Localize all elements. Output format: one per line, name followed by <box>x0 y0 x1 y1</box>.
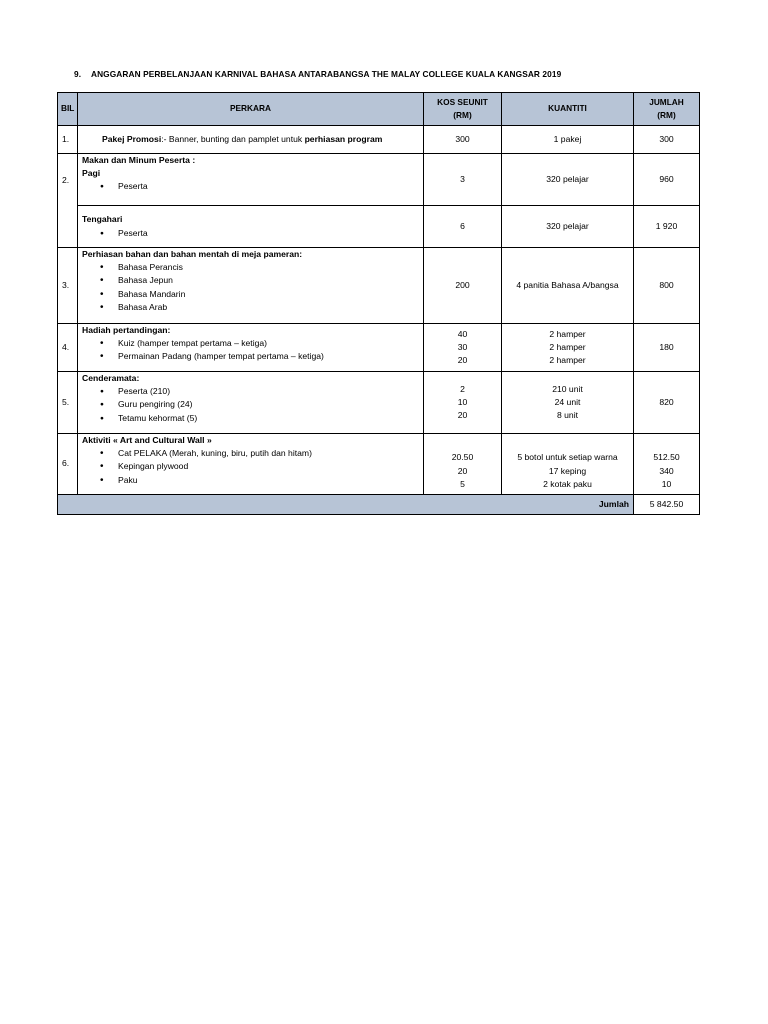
unit-cost: 200 <box>424 248 502 324</box>
row-number: 2. <box>58 154 78 248</box>
bullet-list <box>82 385 419 425</box>
header-jumlah-line1: JUMLAH <box>649 96 684 107</box>
unit-cost-line: 5 <box>460 478 465 489</box>
table-row <box>58 126 700 154</box>
header-kuantiti: KUANTITI <box>502 93 634 126</box>
header-jumlah <box>634 93 700 126</box>
unit-cost-line: 40 <box>457 328 468 339</box>
quantity: 320 pelajar <box>502 154 634 206</box>
quantity: 4 panitia Bahasa A/bangsa <box>502 248 634 324</box>
quantity-line: 5 botol untuk setiap warna <box>517 452 618 463</box>
unit-cost-line: 10 <box>457 396 468 407</box>
bullet-list <box>82 447 419 487</box>
amount: 820 <box>634 372 700 434</box>
unit-cost-line: 20 <box>457 410 468 421</box>
table-row <box>58 206 700 248</box>
list-item: ● Peserta <box>100 180 419 193</box>
header-kos-line1: KOS SEUNIT <box>437 96 488 107</box>
quantity <box>502 434 634 495</box>
amount: 800 <box>634 248 700 324</box>
unit-cost-line: 20 <box>457 355 468 366</box>
item-title-bold2: perhiasan program <box>304 133 383 144</box>
item-title-rest: :- Banner, bunting dan pamplet untuk <box>161 133 305 144</box>
table-row <box>58 324 700 372</box>
table-row <box>58 434 700 495</box>
quantity-line: 2 hamper <box>549 355 586 366</box>
amount: 300 <box>634 126 700 154</box>
row-item <box>78 154 424 206</box>
header-perkara: PERKARA <box>78 93 424 126</box>
heading-title: ANGGARAN PERBELANJAAN KARNIVAL BAHASA ANTARABANGSA THE MALAY COLLEGE KUALA KANGSAR 2019 <box>91 69 562 79</box>
header-jumlah-line2: (RM) <box>657 110 676 120</box>
list-item: ● Peserta <box>100 227 419 240</box>
list-item: ● Tetamu kehormat (5) <box>100 412 419 425</box>
table-header-row <box>58 93 700 126</box>
total-label: Jumlah <box>58 495 634 515</box>
amount: 180 <box>634 324 700 372</box>
total-row <box>58 495 700 515</box>
unit-cost: 3 <box>424 154 502 206</box>
row-number: 3. <box>58 248 78 324</box>
item-subtitle-tengahari: Tengahari <box>82 214 123 225</box>
row-number: 5. <box>58 372 78 434</box>
row-number: 4. <box>58 324 78 372</box>
row-item <box>78 206 424 248</box>
quantity: 1 pakej <box>502 126 634 154</box>
list-item: • Paku <box>100 474 419 487</box>
total-value: 5 842.50 <box>634 495 700 515</box>
unit-cost-line: 20.50 <box>451 452 474 463</box>
bullet-list <box>82 180 419 193</box>
bullet-list <box>82 261 419 314</box>
quantity-line: 24 unit <box>554 396 581 407</box>
row-item <box>78 372 424 434</box>
list-item: • Bahasa Arab <box>100 301 419 314</box>
header-kos-seunit <box>424 93 502 126</box>
table-row <box>58 372 700 434</box>
item-title: Cenderamata: <box>82 373 140 383</box>
row-item <box>78 434 424 495</box>
amount-line: 10 <box>661 478 672 489</box>
unit-cost-line: 20 <box>457 465 468 476</box>
amount <box>634 434 700 495</box>
amount-line: 512.50 <box>653 452 680 463</box>
quantity-line: 2 kotak paku <box>543 478 592 489</box>
unit-cost-line: 30 <box>457 341 468 352</box>
table-row <box>58 154 700 206</box>
quantity-line: 2 hamper <box>549 328 586 339</box>
amount: 960 <box>634 154 700 206</box>
list-item: • Kepingan plywood <box>100 460 419 473</box>
row-number: 1. <box>58 126 78 154</box>
unit-cost-line: 2 <box>460 383 465 394</box>
amount: 1 920 <box>634 206 700 248</box>
unit-cost <box>424 434 502 495</box>
list-item: • Cat PELAKA (Merah, kuning, biru, putih dan hitam) <box>100 447 419 460</box>
page-heading <box>74 69 561 79</box>
header-kos-line2: (RM) <box>453 110 472 120</box>
quantity <box>502 324 634 372</box>
row-number: 6. <box>58 434 78 495</box>
quantity-line: 8 unit <box>556 410 579 421</box>
table-row <box>58 248 700 324</box>
heading-number: 9. <box>74 69 82 79</box>
quantity: 320 pelajar <box>502 206 634 248</box>
list-item: • Bahasa Perancis <box>100 261 419 274</box>
amount-line: 340 <box>659 465 674 476</box>
unit-cost <box>424 324 502 372</box>
header-bil: BIL <box>58 93 78 126</box>
item-title: Perhiasan bahan dan bahan mentah di meja pameran: <box>82 249 303 259</box>
unit-cost <box>424 372 502 434</box>
row-item <box>78 126 424 154</box>
list-item: • Bahasa Mandarin <box>100 288 419 301</box>
bullet-list <box>82 337 419 363</box>
bullet-list <box>82 227 419 240</box>
quantity-line: 210 unit <box>552 383 583 394</box>
unit-cost: 300 <box>424 126 502 154</box>
item-title: Aktiviti « Art and Cultural Wall » <box>82 435 212 445</box>
list-item: • Permainan Padang (hamper tempat pertama – ketiga) <box>100 350 419 363</box>
list-item: • Kuiz (hamper tempat pertama – ketiga) <box>100 337 419 350</box>
list-item: ● Guru pengiring (24) <box>100 398 419 411</box>
row-item <box>78 324 424 372</box>
item-title: Makan dan Minum Peserta : <box>82 155 196 165</box>
item-title: Hadiah pertandingan: <box>82 325 171 335</box>
list-item: • Bahasa Jepun <box>100 274 419 287</box>
item-subtitle-pagi: Pagi <box>82 168 101 179</box>
quantity <box>502 372 634 434</box>
list-item: ● Peserta (210) <box>100 385 419 398</box>
item-title-bold: Pakej Promosi <box>102 133 162 144</box>
unit-cost: 6 <box>424 206 502 248</box>
quantity-line: 2 hamper <box>549 341 586 352</box>
row-item <box>78 248 424 324</box>
budget-table <box>57 92 700 515</box>
quantity-line: 17 keping <box>548 465 587 476</box>
